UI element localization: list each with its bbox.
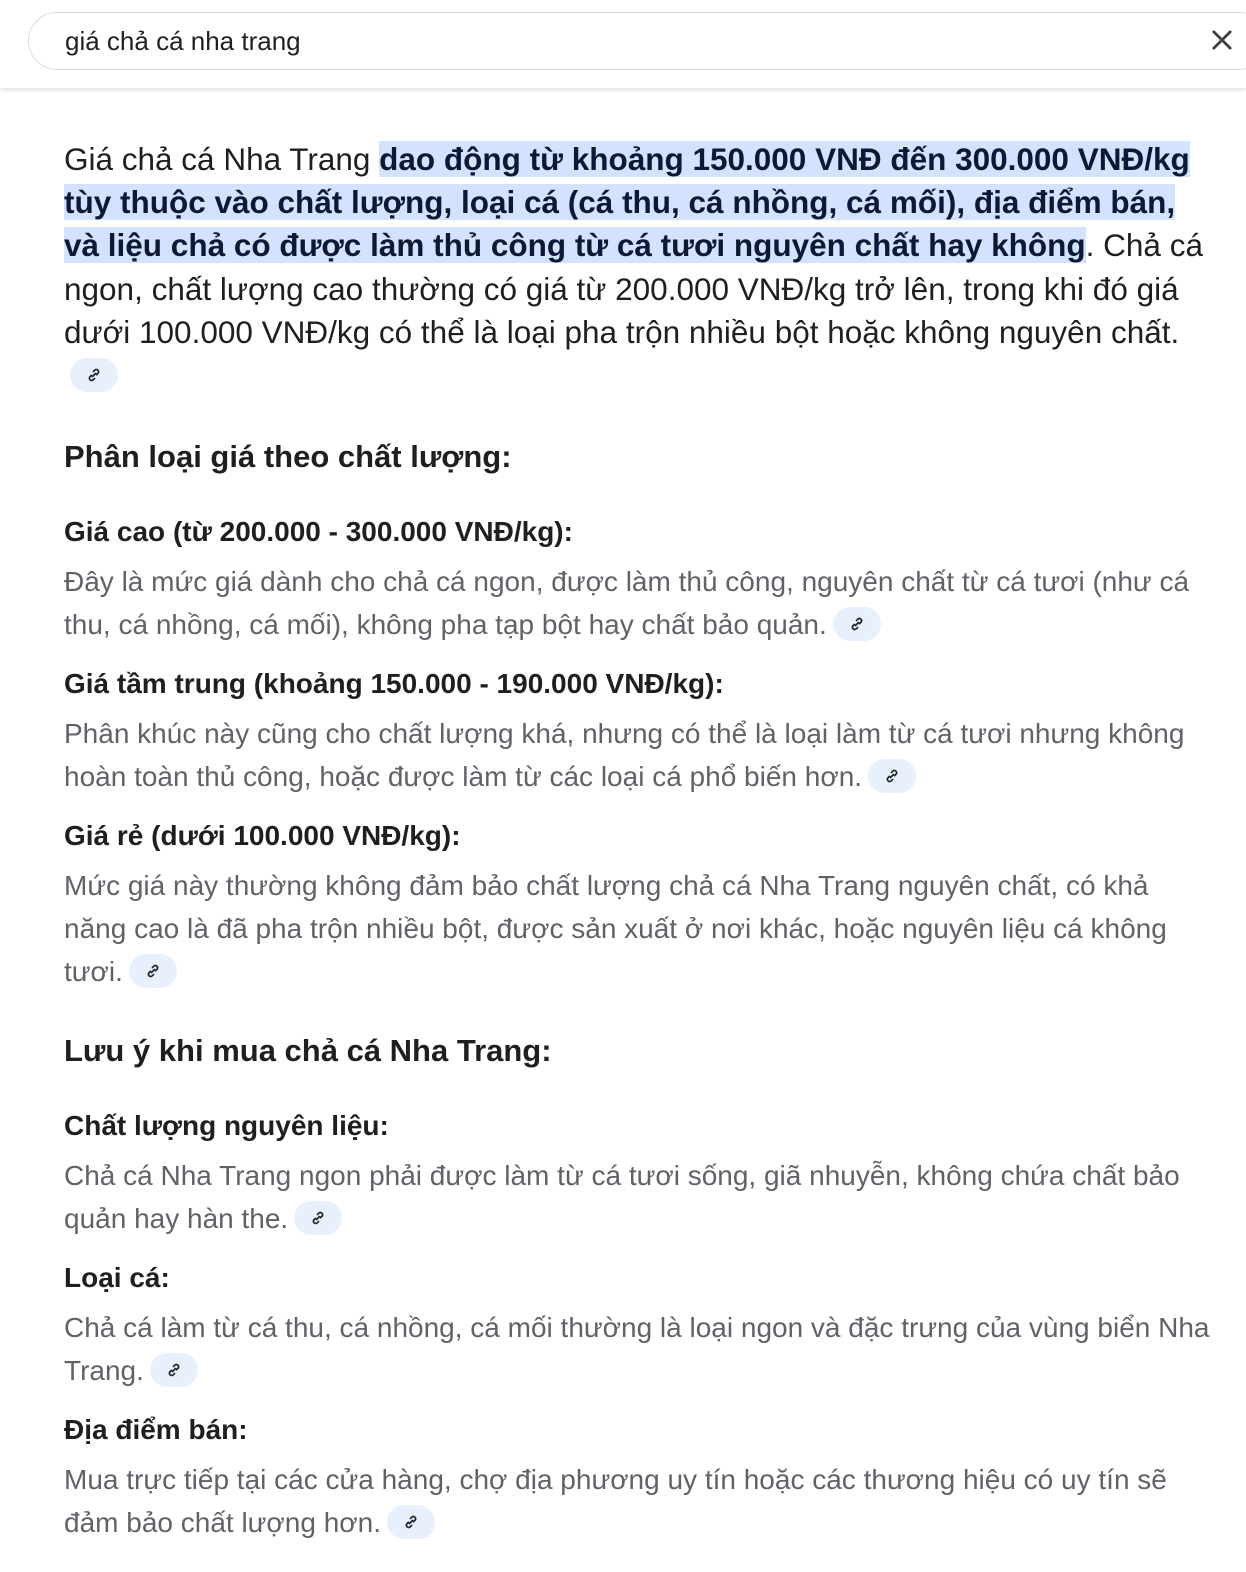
source-link-button[interactable] [70,358,118,392]
source-link-button[interactable] [833,607,881,641]
clear-search-button[interactable] [1208,26,1240,58]
source-link-button[interactable] [129,954,177,988]
overview-summary [64,138,1214,397]
source-link-button[interactable] [150,1353,198,1387]
summary-highlight: dao động từ khoảng 150.000 VNĐ đến 300.000 VNĐ/kg tùy thuộc vào chất lượng, loại cá (cá thu, cá nhồng, cá mối), địa điểm bán, và liệu chả có được làm thủ công từ cá tươi nguyên chất hay không [64,141,1190,264]
source-link-button[interactable] [387,1505,435,1539]
price-item-text [64,864,1214,993]
search-header [0,0,1246,88]
tip-item [64,1412,1214,1544]
link-icon [165,1361,183,1379]
tip-item-text [64,1458,1214,1544]
link-icon [85,366,103,384]
summary-continuation: . Chả cá ngon, chất lượng cao thường có giá từ 200.000 VNĐ/kg trở lên, trong khi đó giá dưới 100.000 VNĐ/kg có thể là loại pha trộn nhiều bột hoặc không nguyên chất. [64,227,1203,350]
price-item [64,666,1214,798]
price-section-heading: Phân loại giá theo chất lượng: [64,439,512,475]
search-input[interactable] [65,23,1165,59]
tip-item-desc: Chả cá Nha Trang ngon phải được làm từ cá tươi sống, giã nhuyễn, không chứa chất bảo quản hay hàn the. [64,1160,1180,1235]
price-item [64,818,1214,993]
tip-item [64,1260,1214,1392]
link-icon [309,1209,327,1227]
link-icon [144,962,162,980]
search-box[interactable] [28,12,1246,70]
ai-overview [64,138,1214,1544]
price-item-desc: Đây là mức giá dành cho chả cá ngon, được làm thủ công, nguyên chất từ cá tươi (như cá thu, cá nhồng, cá mối), không pha tạp bột hay chất bảo quản. [64,566,1190,641]
source-link-button[interactable] [294,1201,342,1235]
price-item-title: Giá tầm trung (khoảng 150.000 - 190.000 VNĐ/kg): [64,668,724,700]
link-icon [848,615,866,633]
price-item-desc: Mức giá này thường không đảm bảo chất lượng chả cá Nha Trang nguyên chất, có khả năng cao là đã pha trộn nhiều bột, được sản xuất ở nơi khác, hoặc nguyên liệu cá không tươi. [64,870,1167,988]
tip-item [64,1108,1214,1240]
tip-item-text [64,1154,1214,1240]
summary-intro: Giá chả cá Nha Trang [64,141,380,177]
tip-item-title: Địa điểm bán: [64,1414,248,1446]
tips-section-heading: Lưu ý khi mua chả cá Nha Trang: [64,1033,552,1069]
tip-item-title: Chất lượng nguyên liệu: [64,1110,389,1142]
price-item-title: Giá cao (từ 200.000 - 300.000 VNĐ/kg): [64,516,573,548]
price-item [64,514,1214,646]
tip-item-desc: Mua trực tiếp tại các cửa hàng, chợ địa phương uy tín hoặc các thương hiệu có uy tín sẽ đảm bảo chất lượng hơn. [64,1464,1167,1539]
price-item-desc: Phân khúc này cũng cho chất lượng khá, nhưng có thể là loại làm từ cá tươi nhưng không hoàn toàn thủ công, hoặc được làm từ các loại cá phổ biến hơn. [64,718,1185,793]
source-link-button[interactable] [868,759,916,793]
price-item-title: Giá rẻ (dưới 100.000 VNĐ/kg): [64,820,461,852]
tip-item-desc: Chả cá làm từ cá thu, cá nhồng, cá mối thường là loại ngon và đặc trưng của vùng biển Nha Trang. [64,1312,1210,1387]
tip-item-title: Loại cá: [64,1262,170,1294]
price-item-text [64,560,1214,646]
link-icon [402,1513,420,1531]
close-icon [1208,26,1236,54]
tip-item-text [64,1306,1214,1392]
price-item-text [64,712,1214,798]
link-icon [883,767,901,785]
